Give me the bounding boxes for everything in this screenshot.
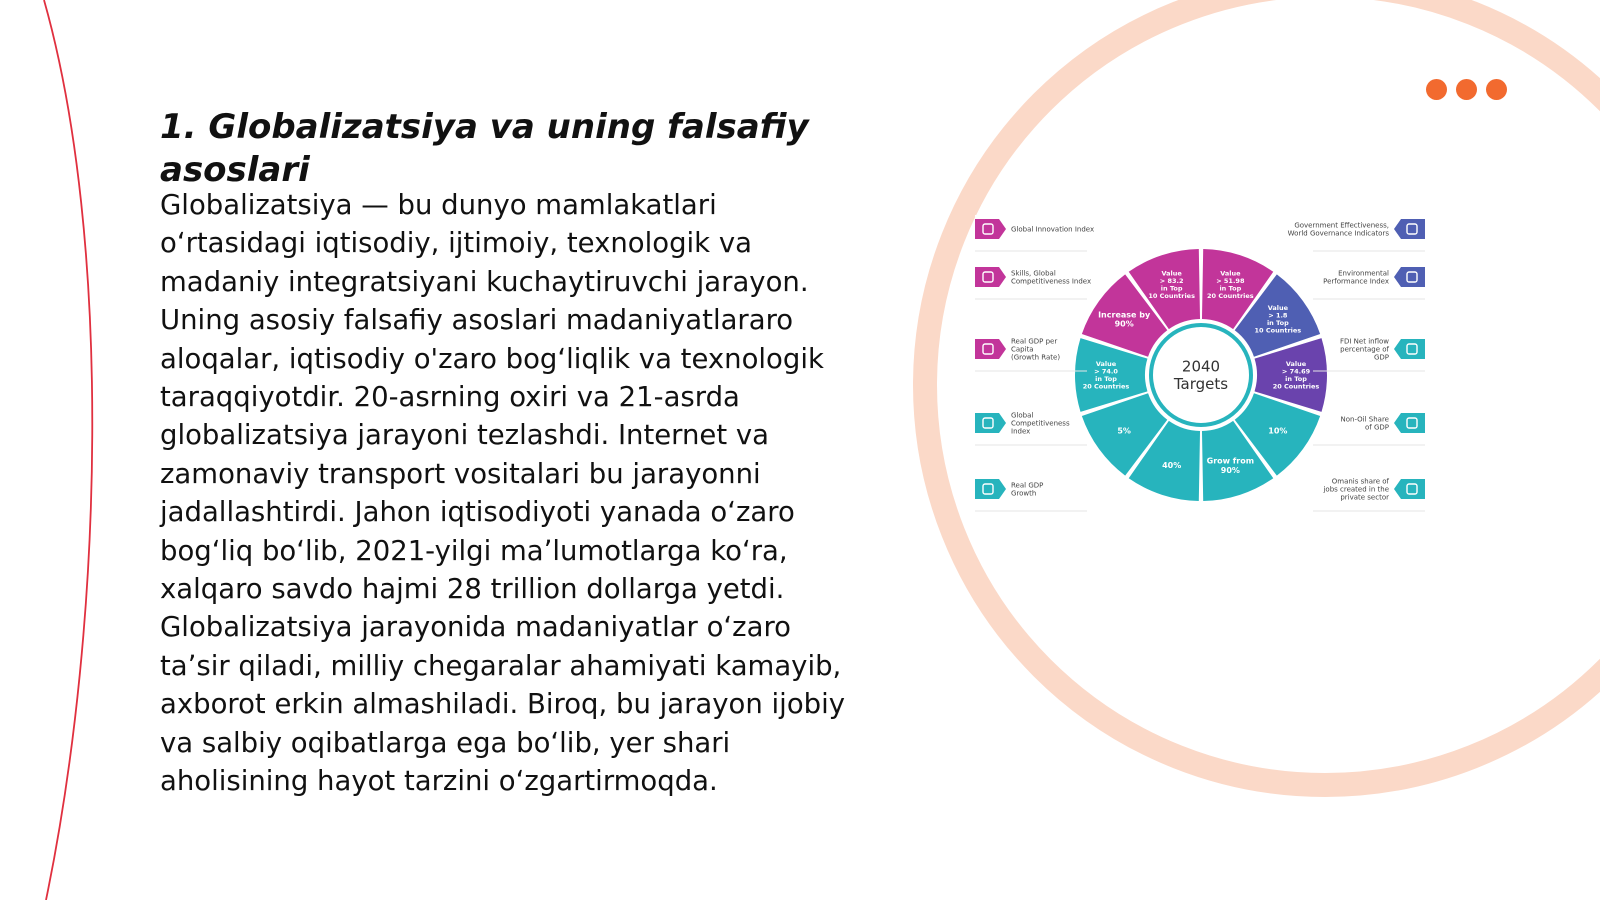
- category-icon: [1394, 479, 1425, 499]
- segment-label: Value > 51.98 in Top 20 Countries: [1207, 269, 1254, 301]
- center-label: 2040 Targets: [1173, 357, 1229, 393]
- dot: [1426, 79, 1447, 100]
- left-label: Real GDP Growth: [1011, 481, 1044, 498]
- left-label: Global Competitiveness Index: [1011, 411, 1070, 436]
- segment-label: 5%: [1117, 426, 1131, 436]
- left-label: Real GDP per Capita (Growth Rate): [1011, 337, 1061, 362]
- segment-label: Value > 83.2 in Top 10 Countries: [1148, 269, 1195, 301]
- dot: [1486, 79, 1507, 100]
- targets-infographic: [975, 215, 1425, 527]
- dot: [1456, 79, 1477, 100]
- category-icon: [1394, 219, 1425, 239]
- segment-label: 40%: [1162, 461, 1182, 471]
- segment-label: Value > 74.0 in Top 20 Countries: [1082, 360, 1130, 391]
- segment-label: Increase by 90%: [1098, 310, 1151, 329]
- category-icon: [1394, 339, 1425, 359]
- category-icon: [975, 267, 1006, 287]
- left-label: Skills, Global Competitiveness Index: [1011, 269, 1092, 286]
- right-label: Non-Oil Share of GDP: [1340, 415, 1389, 432]
- category-icon: [975, 339, 1006, 359]
- segment-label: Grow from 90%: [1206, 456, 1255, 475]
- slide-body-text: Globalizatsiya — bu dunyo mamlakatlari oʻrtasidagi iqtisodiy, ijtimoiy, texnologik va madaniy integratsiyani kuchaytiruvchi jarayon. Uning asosiy falsafiy asoslari madaniyatlararo aloqalar, iqtisodiy o'zaro bogʻliqlik va texnologik taraqqiyotdir. 20-asrning oxiri va 21-asrda globalizatsiya jarayoni tezlashdi. Internet va zamonaviy transport vositalari bu jarayonni jadallashtirdi. Jahon iqtisodiyoti yanada oʻzaro bogʻliq boʻlib, 2021-yilgi maʼlumotlarga koʻra, xalqaro savdo hajmi 28 trillion dollarga yetdi. Globalizatsiya jarayonida madaniyatlar oʻzaro taʼsir qiladi, milliy chegaralar ahamiyati kamayib, axborot erkin almashiladi. Biroq, bu jarayon ijobiy va salbiy oqibatlarga ega boʻlib, yer shari aholisining hayot tarzini oʻzgartirmoqda.: [160, 189, 846, 798]
- category-icon: [975, 219, 1006, 239]
- right-label: Omanis share of jobs created in the private sector: [1323, 477, 1389, 502]
- left-label: Global Innovation Index: [1011, 225, 1095, 234]
- right-label: Environmental Performance Index: [1323, 269, 1389, 286]
- category-icon: [975, 413, 1006, 433]
- decorative-red-line: [44, 0, 92, 900]
- infographic-canvas: [975, 215, 1425, 527]
- menu-dots-icon: [1426, 79, 1507, 100]
- segment-label: Value > 74.69 in Top 20 Countries: [1272, 360, 1320, 391]
- right-label: Government Effectiveness, World Governance Indicators: [1287, 221, 1389, 238]
- category-icon: [975, 479, 1006, 499]
- category-icon: [1394, 267, 1425, 287]
- segment-label: 10%: [1268, 426, 1288, 436]
- segment-label: Value > 1.8 in Top 10 Countries: [1254, 304, 1302, 335]
- right-label: FDI Net inflow percentage of GDP: [1339, 337, 1389, 362]
- category-icon: [1394, 413, 1425, 433]
- slide-title: 1. Globalizatsiya va uning falsafiy asoslari: [160, 107, 809, 190]
